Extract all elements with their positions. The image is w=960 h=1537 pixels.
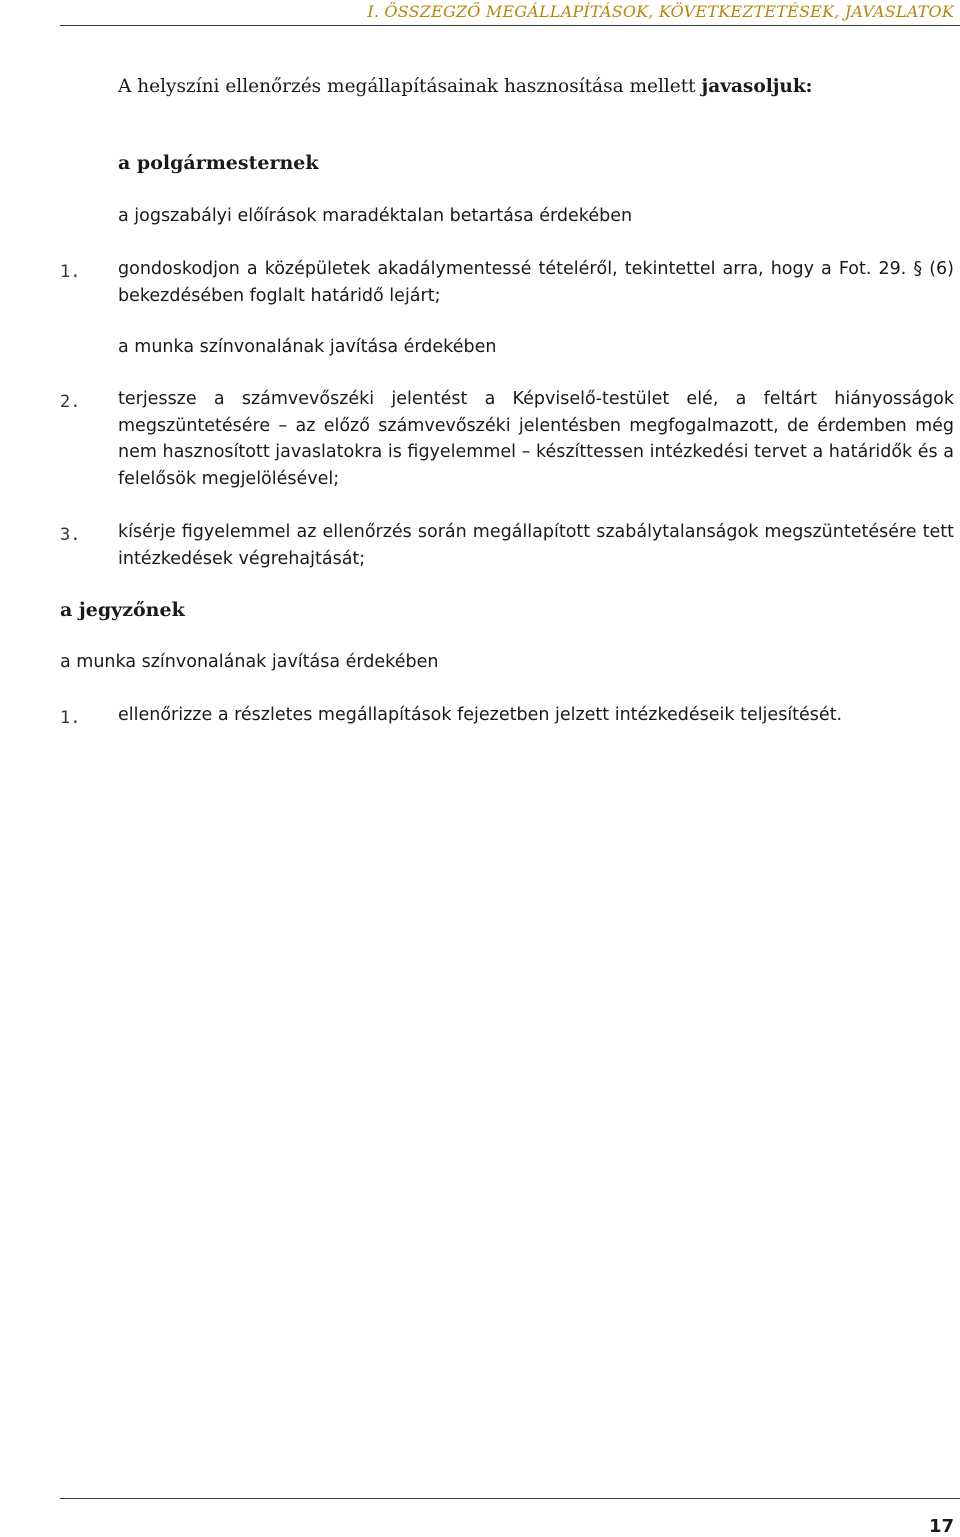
intro-emphasis: javasoljuk: — [701, 76, 813, 97]
notary-subheading: a munka színvonalának javítása érdekében — [60, 652, 439, 672]
item-number: 2. — [60, 392, 81, 412]
chapter-title: I. ÖSSZEGZŐ MEGÁLLAPÍTÁSOK, KÖVETKEZTETÉSEK, JAVASLATOK — [367, 2, 954, 21]
page-number: 17 — [928, 1516, 954, 1537]
mayor-subheading-legal: a jogszabályi előírások maradéktalan betartása érdekében — [118, 206, 633, 226]
notary-heading: a jegyzőnek — [60, 599, 185, 621]
mayor-heading: a polgármesternek — [118, 152, 319, 174]
notary-item-1: ellenőrizze a részletes megállapítások fejezetben jelzett intézkedéseik teljesítését. — [118, 705, 843, 725]
intro-text: A helyszíni ellenőrzés megállapításainak hasznosítása mellett — [118, 76, 696, 97]
item-number: 1. — [60, 262, 81, 282]
footer-divider — [60, 1498, 960, 1499]
item-number: 1. — [60, 708, 81, 728]
header-divider — [60, 25, 960, 26]
mayor-item-1: gondoskodjon a középületek akadálymentessé tételéről, tekintettel arra, hogy a Fot. 29. § (6) bekezdésében foglalt határidő lejárt; — [118, 259, 954, 306]
item-number: 3. — [60, 525, 81, 545]
mayor-item-2: terjessze a számvevőszéki jelentést a Képviselő-testület elé, a feltárt hiányosságok megszüntetésére – az előző számvevőszéki jelentésben megfogalmazott, de érdemben még nem hasznosított javaslatokra is figyelemmel – készíttessen intézkedési tervet a határidők és a felelősök megjelölésével; — [118, 389, 954, 489]
mayor-subheading-quality: a munka színvonalának javítása érdekében — [118, 337, 497, 357]
intro-sentence — [118, 76, 813, 97]
mayor-item-3: kísérje figyelemmel az ellenőrzés során megállapított szabálytalanságok megszüntetésére tett intézkedések végrehajtását; — [118, 522, 954, 569]
